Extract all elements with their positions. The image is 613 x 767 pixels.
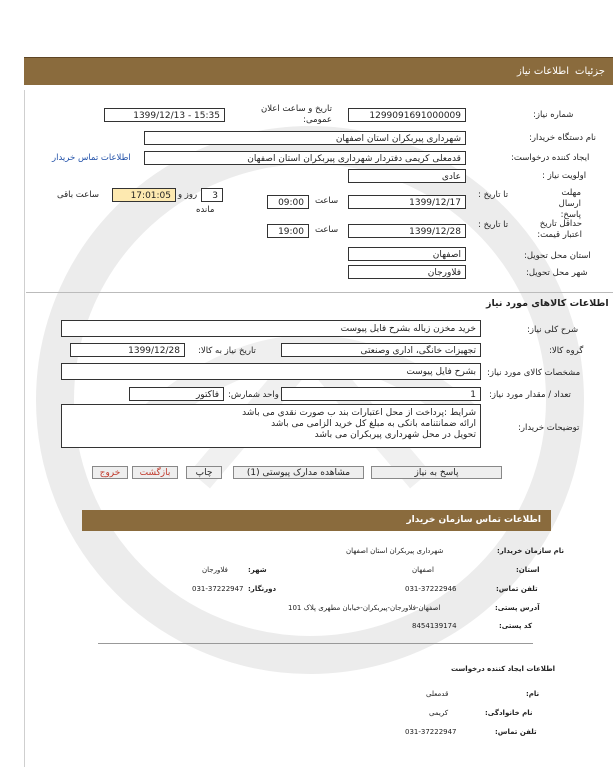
exit-button[interactable]: خروج — [92, 466, 128, 479]
goods-section-title: اطلاعات کالاهای مورد نیاز — [486, 298, 609, 309]
contact-city-value: فلاورجان — [202, 566, 228, 574]
contact-fax-label: دورنگار: — [248, 585, 277, 593]
back-button[interactable]: بازگشت — [132, 466, 178, 479]
contact-org-label: نام سازمان خریدار: — [497, 547, 565, 555]
reply-button[interactable]: پاسخ به نیاز — [371, 466, 502, 479]
spec-field: بشرح فایل پیوست — [61, 363, 481, 380]
contact-fax-value: 031-37222947 — [192, 585, 244, 593]
validity-time-label: ساعت — [315, 225, 339, 235]
remaining-label-1: ساعت باقی — [57, 190, 99, 200]
contact-divider — [98, 643, 533, 644]
priority-label: اولویت نیاز : — [542, 171, 587, 181]
need-date-label: تاریخ نیاز به کالا: — [198, 346, 256, 356]
days-remaining-field: 3 — [201, 188, 223, 202]
notes-line-2: ارائه ضمانتنامه بانکی به مبلغ کل خرید الزامی می باشد — [271, 419, 476, 429]
creator-info-title: اطلاعات ایجاد کننده درخواست — [451, 665, 556, 673]
notes-line-1: شرایط :پرداخت از محل اعتبارات بند ب صورت نقدی می باشد — [242, 408, 476, 418]
contact-city-label: شهر: — [248, 566, 267, 574]
creator-family-label: نام خانوادگی: — [485, 709, 533, 717]
contact-section-title: اطلاعات تماس سازمان خریدار — [406, 515, 541, 525]
contact-phone-label: تلفن تماس: — [496, 585, 538, 593]
goods-desc-field: خرید مخزن زباله بشرح فایل پیوست — [61, 320, 481, 337]
send-until-date-label: تا تاریخ : — [478, 190, 509, 200]
need-number-label: شماره نیاز: — [533, 110, 574, 120]
announce-label: تاریخ و ساعت اعلان عمومی: — [260, 104, 332, 125]
notes-field — [61, 404, 481, 448]
section-divider — [26, 292, 613, 293]
validity-time-field: 19:00 — [267, 224, 309, 238]
contact-org-value: شهرداری پیربکران استان اصفهان — [346, 547, 444, 555]
header-bar — [24, 57, 613, 85]
creator-field: قدمعلی کریمی دفتردار شهرداری پیربکران استان اصفهان — [144, 151, 466, 165]
validity-until-label: تا تاریخ : — [478, 220, 509, 230]
creator-name-label: نام: — [526, 690, 540, 698]
send-date-field: 1399/12/17 — [348, 195, 466, 209]
qty-label: تعداد / مقدار مورد نیاز: — [489, 390, 571, 400]
city-label: شهر محل تحویل: — [526, 268, 588, 278]
province-field: اصفهان — [348, 247, 466, 261]
notes-line-3: تحویل در محل شهرداری پیربکران می باشد — [314, 430, 476, 440]
validity-date-field: 1399/12/28 — [348, 224, 466, 238]
unit-label: واحد شمارش: — [228, 390, 279, 400]
goods-group-field: تجهیزات خانگی، اداری وصنعتی — [281, 343, 481, 357]
buyer-contact-link[interactable]: اطلاعات تماس خریدار — [52, 153, 131, 163]
buyer-label: نام دستگاه خریدار: — [529, 133, 596, 143]
tab-need-info[interactable]: اطلاعات نیاز — [517, 66, 569, 77]
contact-postal-label: کد پستی: — [499, 622, 533, 630]
print-button[interactable]: چاپ — [186, 466, 222, 479]
send-time-label: ساعت — [315, 196, 339, 206]
contact-address-value: اصفهان-فلاورجان-پیربکران-خیابان مطهری پلاک 101 — [288, 604, 441, 612]
creator-family-value: کریمی — [429, 709, 449, 717]
qty-field: 1 — [281, 387, 481, 401]
tab-details[interactable]: جزئیات — [575, 66, 605, 77]
days-label: روز و — [178, 190, 198, 200]
remaining-time-field: 17:01:05 — [112, 188, 176, 202]
creator-name-value: قدمعلی — [426, 690, 449, 698]
contact-postal-value: 8454139174 — [412, 622, 457, 630]
contact-section-header — [82, 510, 551, 531]
contact-province-label: استان: — [516, 566, 540, 574]
validity-label: حداقل تاریخ اعتبار قیمت: — [537, 219, 582, 240]
need-date-field: 1399/12/28 — [70, 343, 185, 357]
remaining-label-2: مانده — [196, 205, 215, 215]
priority-field: عادی — [348, 169, 466, 183]
need-number-field: 1299091691000009 — [348, 108, 466, 122]
creator-phone-label: تلفن تماس: — [495, 728, 537, 736]
creator-label: ایجاد کننده درخواست: — [511, 153, 590, 163]
city-field: فلاورجان — [348, 265, 466, 279]
province-label: استان محل تحویل: — [524, 251, 591, 261]
creator-phone-value: 031-37222947 — [405, 728, 457, 736]
send-deadline-label: مهلت ارسال پاسخ: — [558, 188, 581, 220]
contact-address-label: آدرس پستی: — [495, 604, 540, 612]
contact-phone-value: 031-37222946 — [405, 585, 457, 593]
buyer-field: شهرداری پیربکران استان اصفهان — [144, 131, 466, 145]
attachments-button[interactable]: مشاهده مدارک پیوستی (1) — [233, 466, 364, 479]
send-time-field: 09:00 — [267, 195, 309, 209]
notes-label: توضیحات خریدار: — [518, 423, 580, 433]
unit-field: فاکتور — [129, 387, 224, 401]
spec-label: مشخصات کالای مورد نیاز: — [487, 368, 581, 378]
announce-field: 1399/12/13 - 15:35 — [104, 108, 225, 122]
contact-province-value: اصفهان — [412, 566, 434, 574]
goods-desc-label: شرح کلی نیاز: — [527, 325, 579, 335]
goods-group-label: گروه کالا: — [549, 346, 584, 356]
